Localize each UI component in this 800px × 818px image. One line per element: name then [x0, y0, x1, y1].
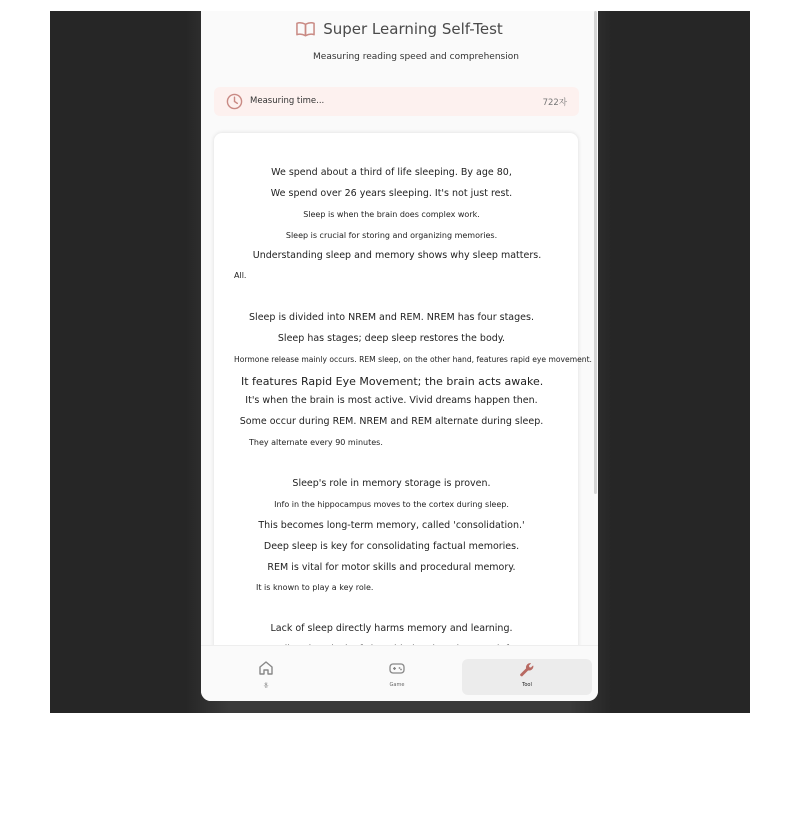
passage-line: We spend about a third of life sleeping. By age 80, [271, 167, 512, 178]
passage-line: Some occur during REM. NREM and REM alternate during sleep. [239, 416, 544, 427]
timer-bar [214, 87, 579, 116]
nav-label-tool: Tool [522, 682, 532, 688]
passage-line: Sleep's role in memory storage is proven. [292, 478, 491, 489]
title-row [201, 18, 598, 40]
header [201, 11, 598, 91]
gamepad-icon [389, 660, 405, 676]
passage-line: They alternate every 90 minutes. [249, 438, 383, 447]
page-subtitle: Measuring reading speed and comprehension [313, 52, 519, 62]
reading-passage [214, 133, 592, 693]
passage-line: Lack of sleep directly harms memory and learning. [270, 623, 513, 634]
home-icon [258, 660, 274, 676]
app-window [201, 11, 598, 701]
passage-line: This becomes long-term memory, called 'consolidation.' [258, 520, 525, 531]
nav-label-game: Game [389, 682, 405, 688]
nav-item-game[interactable] [332, 646, 462, 696]
passage-line: We spend over 26 years sleeping. It's not just rest. [270, 188, 513, 199]
clock-icon [226, 93, 243, 110]
passage-line: REM is vital for motor skills and procedural memory. [267, 562, 516, 573]
nav-label-home: 홈 [263, 683, 269, 689]
nav-item-tool[interactable] [462, 659, 592, 695]
passage-line: All. [234, 271, 247, 280]
passage-line: Understanding sleep and memory shows why sleep matters. [252, 250, 542, 261]
passage-line: Info in the hippocampus moves to the cortex during sleep. [274, 500, 509, 509]
passage-line: Hormone release mainly occurs. REM sleep, on the other hand, features rapid eye movement. [234, 355, 592, 364]
scrollbar[interactable] [594, 11, 597, 494]
bottom-nav [201, 645, 598, 701]
passage-line: Sleep has stages; deep sleep restores the body. [277, 333, 506, 344]
character-count: 722자 [542, 98, 567, 108]
passage-line: It features Rapid Eye Movement; the brain acts awake. [241, 375, 544, 388]
passage-line: Sleep is crucial for storing and organizing memories. [285, 231, 498, 240]
wrench-icon [519, 662, 535, 678]
book-open-icon [296, 21, 315, 37]
passage-line: It is known to play a key role. [256, 583, 374, 592]
passage-line: It's when the brain is most active. Vivid dreams happen then. [245, 395, 538, 406]
passage-line: Deep sleep is key for consolidating factual memories. [263, 541, 520, 552]
nav-item-home[interactable] [201, 646, 331, 696]
page-title: Super Learning Self-Test [323, 20, 503, 38]
timer-label: Measuring time... [250, 96, 325, 106]
passage-line: Sleep is divided into NREM and REM. NREM has four stages. [249, 312, 534, 323]
passage-line: Sleep is when the brain does complex work. [303, 210, 480, 219]
